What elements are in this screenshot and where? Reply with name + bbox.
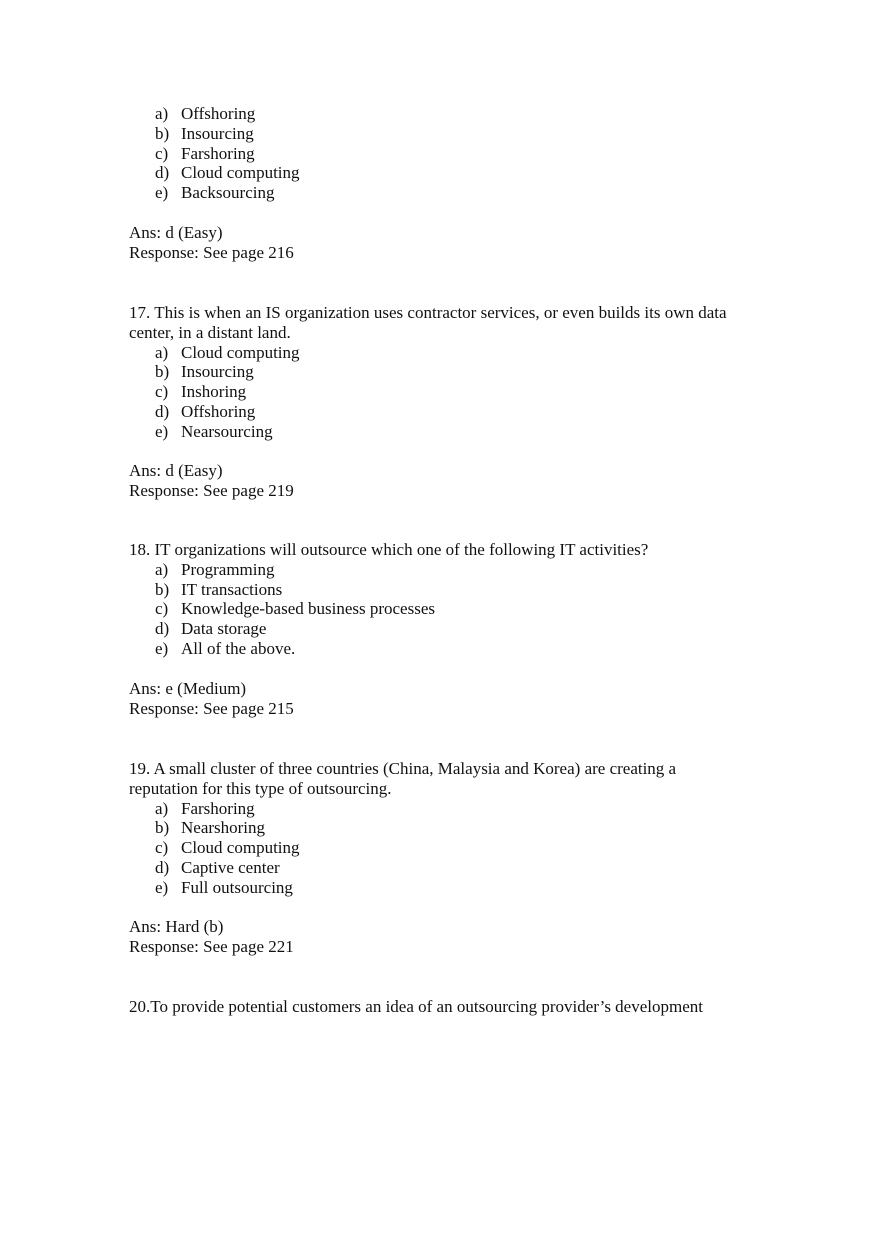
q17-answer-block: [129, 461, 749, 501]
option-letter: e): [155, 421, 169, 441]
question-text: reputation for this type of outsourcing.: [129, 778, 392, 798]
option-letter: c): [155, 838, 169, 858]
response: Response: See page 216: [129, 242, 294, 262]
option-text: Data storage: [181, 619, 267, 639]
answer: Ans: e (Medium): [129, 679, 247, 698]
response: Response: See page 221: [129, 936, 294, 956]
option-a: [129, 799, 749, 819]
option-e: [129, 422, 749, 442]
option-c: [129, 144, 749, 164]
option-letter: d): [155, 619, 170, 639]
q19-question: [129, 759, 749, 898]
option-c: [129, 599, 749, 619]
option-letter: e): [155, 877, 169, 897]
question-text: 18. IT organizations will outsource which one of the following IT activities?: [129, 540, 649, 559]
answer: Ans: d (Easy): [129, 223, 223, 242]
option-text: Cloud computing: [181, 342, 300, 362]
q20-question: [129, 997, 749, 1017]
q16-options: [129, 104, 749, 203]
response: Response: See page 219: [129, 480, 294, 500]
option-text: Farshoring: [181, 798, 255, 818]
option-letter: c): [155, 382, 169, 402]
option-text: Insourcing: [181, 362, 254, 382]
option-text: Cloud computing: [181, 163, 300, 183]
question-text: 17. This is when an IS organization uses contractor services, or even builds its own data: [129, 303, 727, 322]
option-text: Cloud computing: [181, 838, 300, 858]
option-letter: a): [155, 104, 169, 123]
option-c: [129, 382, 749, 402]
option-letter: c): [155, 143, 169, 163]
option-letter: e): [155, 638, 169, 658]
q18-question: [129, 540, 749, 659]
option-letter: e): [155, 183, 169, 203]
option-b: [129, 362, 749, 382]
option-c: [129, 838, 749, 858]
option-letter: b): [155, 818, 170, 838]
option-letter: b): [155, 123, 170, 143]
q18-answer-block: [129, 679, 749, 719]
question-text: center, in a distant land.: [129, 322, 291, 342]
option-e: [129, 183, 749, 203]
option-text: Inshoring: [181, 382, 247, 402]
option-letter: d): [155, 163, 170, 183]
option-text: Nearsourcing: [181, 421, 273, 441]
q19-answer-block: [129, 917, 749, 957]
q17-question: [129, 303, 749, 442]
option-b: [129, 124, 749, 144]
answer: Ans: Hard (b): [129, 917, 224, 936]
q16-answer-block: [129, 223, 749, 263]
option-letter: a): [155, 559, 169, 579]
option-text: Farshoring: [181, 143, 255, 163]
option-letter: a): [155, 342, 169, 362]
option-a: [129, 104, 749, 124]
option-letter: b): [155, 579, 170, 599]
option-text: Insourcing: [181, 123, 254, 143]
option-text: All of the above.: [181, 638, 296, 658]
option-letter: b): [155, 362, 170, 382]
option-b: [129, 818, 749, 838]
option-e: [129, 878, 749, 898]
option-text: Nearshoring: [181, 818, 266, 838]
option-d: [129, 858, 749, 878]
option-text: Programming: [181, 559, 275, 579]
option-d: [129, 402, 749, 422]
option-d: [129, 619, 749, 639]
option-d: [129, 163, 749, 183]
option-a: [129, 560, 749, 580]
option-text: Backsourcing: [181, 183, 275, 203]
option-b: [129, 580, 749, 600]
option-text: Captive center: [181, 857, 280, 877]
question-text: 19. A small cluster of three countries (China, Malaysia and Korea) are creating a: [129, 759, 677, 778]
option-text: Knowledge-based business processes: [181, 599, 435, 619]
option-text: Offshoring: [181, 104, 256, 123]
option-a: [129, 343, 749, 363]
question-text: 20.To provide potential customers an idea of an outsourcing provider’s development: [129, 997, 703, 1016]
option-text: Full outsourcing: [181, 877, 293, 897]
option-text: IT transactions: [181, 579, 283, 599]
option-letter: c): [155, 599, 169, 619]
option-e: [129, 639, 749, 659]
answer: Ans: d (Easy): [129, 461, 223, 480]
option-letter: d): [155, 401, 170, 421]
option-text: Offshoring: [181, 401, 256, 421]
response: Response: See page 215: [129, 698, 294, 718]
option-letter: a): [155, 798, 169, 818]
option-letter: d): [155, 857, 170, 877]
